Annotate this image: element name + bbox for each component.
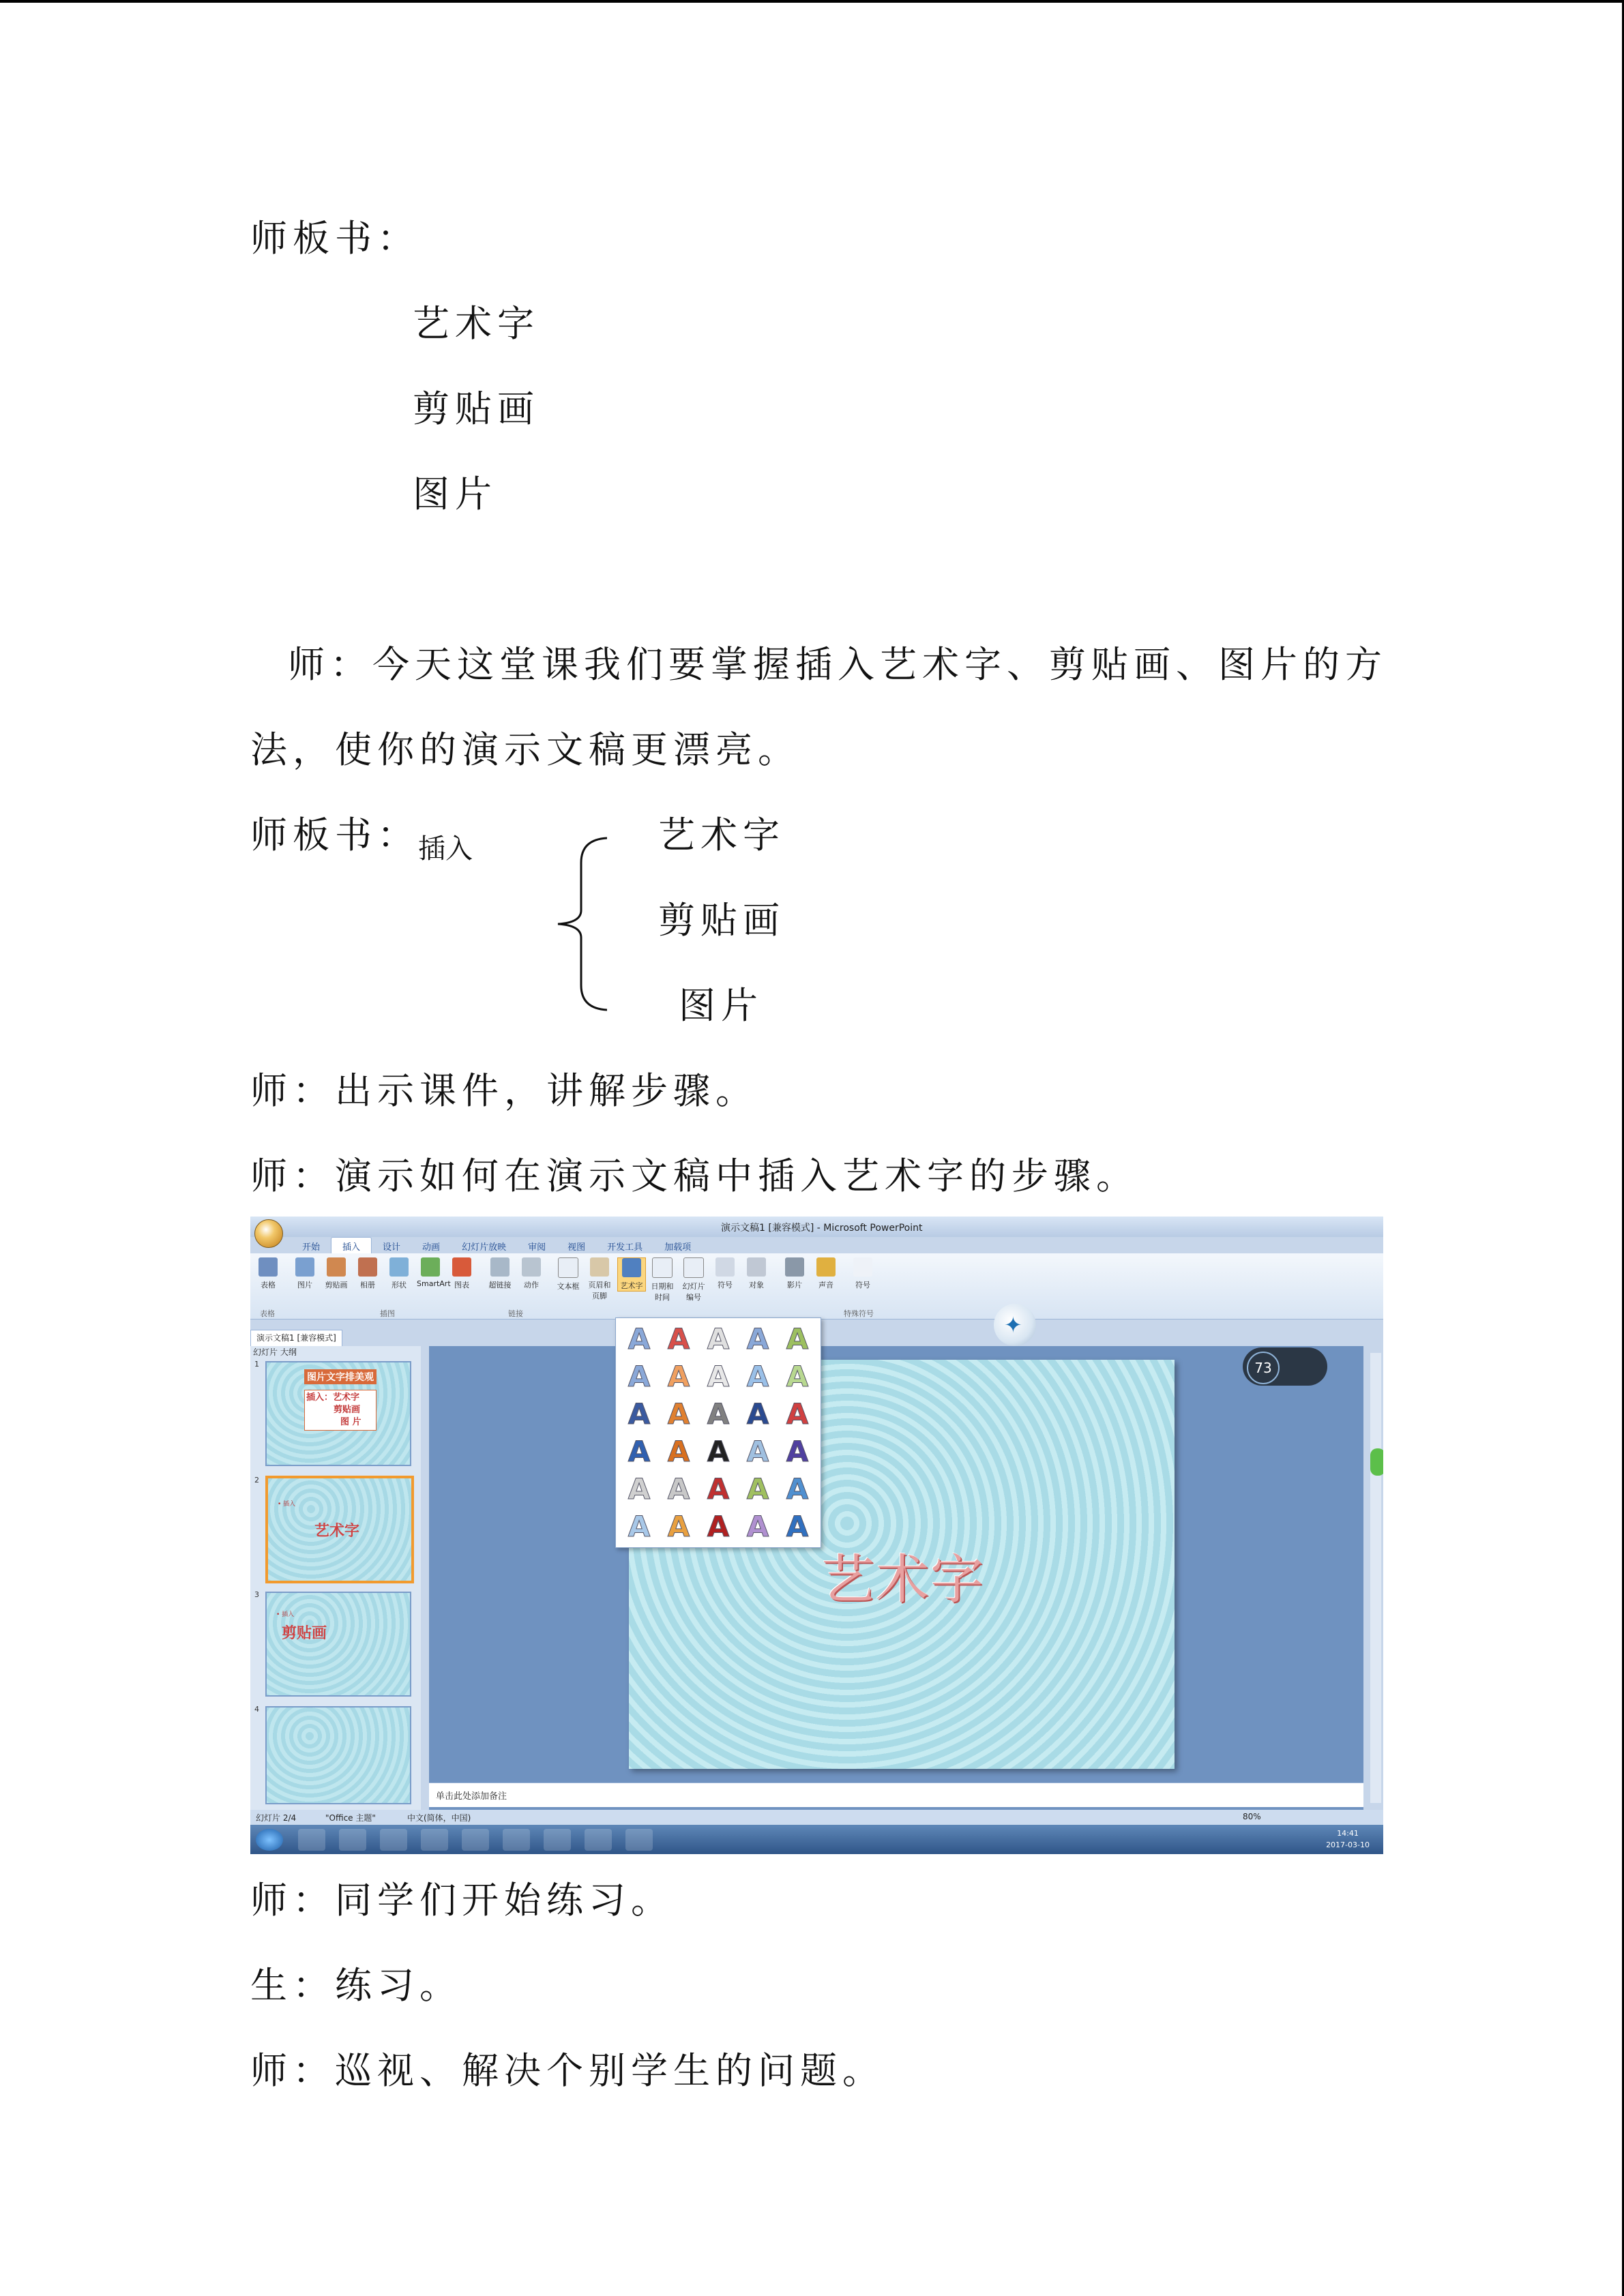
curly-brace <box>552 835 607 1013</box>
slide-number-2: 2 <box>254 1476 259 1485</box>
board-heading-1: 师板书： <box>250 217 419 260</box>
speed-value: 73 <box>1247 1352 1280 1384</box>
tab-view[interactable]: 视图 <box>567 1242 586 1253</box>
picture-button[interactable]: 图片 <box>291 1257 319 1290</box>
wordart-style-15[interactable]: A <box>786 1397 809 1431</box>
taskbar-app-2[interactable] <box>503 1829 530 1851</box>
wordart-style-1[interactable]: A <box>628 1322 651 1356</box>
ribbon <box>250 1253 1383 1320</box>
taskbar-explorer[interactable] <box>339 1829 366 1851</box>
slide-number-icon <box>683 1257 704 1278</box>
chart-icon <box>452 1257 471 1277</box>
wordart-style-23[interactable]: A <box>707 1472 730 1506</box>
taskbar <box>250 1825 1383 1854</box>
patrol-line: 师：巡视、解决个别学生的问题。 <box>250 2049 885 2092</box>
wordart-style-5[interactable]: A <box>786 1322 809 1356</box>
practice-line: 师：同学们开始练习。 <box>250 1879 673 1922</box>
header-footer-button[interactable]: 页眉和页脚 <box>586 1257 613 1301</box>
thumb1-body: 插入：艺术字 剪贴画 图 片 <box>304 1390 377 1431</box>
sound-button[interactable]: 声音 <box>812 1257 840 1290</box>
smartart-button[interactable]: SmartArt <box>417 1257 444 1288</box>
wordart-style-22[interactable]: A <box>667 1472 690 1506</box>
top-border <box>0 0 1624 3</box>
brace-item-pic: 图片 <box>679 984 763 1027</box>
status-bar <box>250 1810 1383 1825</box>
datetime-button[interactable]: 日期和时间 <box>649 1257 676 1302</box>
taskbar-powerpoint[interactable] <box>544 1829 571 1851</box>
object-button[interactable]: 对象 <box>743 1257 770 1290</box>
wordart-style-13[interactable]: A <box>707 1397 730 1431</box>
panel-tabs <box>253 1346 297 1358</box>
tab-home[interactable]: 开始 <box>302 1242 321 1253</box>
wordart-style-26[interactable]: A <box>628 1510 651 1543</box>
clipart-icon <box>327 1257 346 1277</box>
wordart-style-11[interactable]: A <box>628 1397 651 1431</box>
taskbar-app-1[interactable] <box>298 1829 325 1851</box>
table-icon <box>259 1257 278 1277</box>
notes-pane[interactable]: 单击此处添加备注 <box>429 1783 1363 1807</box>
speaker-icon <box>816 1257 836 1277</box>
tab-insert[interactable]: 插入 <box>331 1237 372 1255</box>
taskbar-pdf[interactable] <box>462 1829 489 1851</box>
wordart-style-30[interactable]: A <box>786 1510 809 1543</box>
group-special-symbols: 特殊符号 <box>844 1309 874 1318</box>
taskbar-browser[interactable] <box>380 1829 407 1851</box>
slide-thumbnail-4[interactable] <box>265 1706 411 1804</box>
wordart-style-25[interactable]: A <box>786 1472 809 1506</box>
smartart-icon <box>421 1257 440 1277</box>
bird-logo <box>994 1304 1036 1346</box>
wordart-style-21[interactable]: A <box>628 1472 651 1506</box>
start-button[interactable] <box>256 1829 283 1851</box>
tab-slides[interactable]: 幻灯片 <box>253 1347 278 1357</box>
taskbar-app-4[interactable] <box>625 1829 653 1851</box>
taskbar-app-3[interactable] <box>585 1829 612 1851</box>
textbox-button[interactable]: 文本框 <box>555 1257 582 1292</box>
dots-icon <box>853 1257 872 1277</box>
wordart-gallery <box>615 1317 821 1548</box>
clipart-button[interactable]: 剪贴画 <box>323 1257 350 1290</box>
picture-icon <box>295 1257 314 1277</box>
group-table: 表格 <box>260 1309 275 1318</box>
student-line: 生：练习。 <box>250 1964 462 2007</box>
shapes-icon <box>389 1257 409 1277</box>
header-footer-icon <box>590 1257 609 1277</box>
board-item-pic: 图片 <box>413 473 497 516</box>
wordart-style-20[interactable]: A <box>786 1435 809 1468</box>
board-item-clip: 剪贴画 <box>413 387 540 430</box>
action-icon <box>522 1257 541 1277</box>
wordart-style-12[interactable]: A <box>667 1397 690 1431</box>
slide-number-4: 4 <box>254 1705 259 1714</box>
bird-icon: ✦ <box>1004 1312 1022 1338</box>
brace-item-art: 艺术字 <box>658 814 785 856</box>
table-button[interactable]: 表格 <box>254 1257 282 1290</box>
theme-name: "Office 主题" <box>325 1813 376 1823</box>
tab-review[interactable]: 审阅 <box>528 1242 546 1253</box>
tab-slideshow[interactable]: 幻灯片放映 <box>462 1242 507 1253</box>
slide-thumbnail-3[interactable]: • 插入 剪贴画 <box>265 1592 411 1697</box>
hyperlink-icon <box>490 1257 510 1277</box>
album-icon <box>358 1257 377 1277</box>
tab-addins[interactable]: 加载项 <box>664 1242 692 1253</box>
side-widget-icon[interactable] <box>1370 1448 1383 1476</box>
tab-developer[interactable]: 开发工具 <box>607 1242 643 1253</box>
wordart-style-17[interactable]: A <box>667 1435 690 1468</box>
group-illustrations: 插图 <box>380 1309 395 1318</box>
wordart-style-24[interactable]: A <box>746 1472 769 1506</box>
movie-button[interactable]: 影片 <box>781 1257 808 1290</box>
symbol-button[interactable]: 符号 <box>711 1257 739 1290</box>
wordart-style-27[interactable]: A <box>667 1510 690 1543</box>
show-courseware-line: 师：出示课件，讲解步骤。 <box>250 1069 758 1112</box>
tab-design[interactable]: 设计 <box>383 1242 401 1253</box>
calendar-icon <box>652 1257 673 1278</box>
powerpoint-screenshot <box>250 1217 1383 1854</box>
wordart-style-9[interactable]: A <box>746 1360 769 1393</box>
thumb1-title: 图片文字排美观 <box>304 1369 377 1384</box>
wordart-style-14[interactable]: A <box>746 1397 769 1431</box>
omega-icon <box>715 1257 735 1277</box>
vertical-scrollbar[interactable] <box>1370 1353 1381 1803</box>
slide-thumbnail-1[interactable] <box>265 1361 411 1466</box>
network-speed-widget[interactable] <box>1243 1347 1327 1386</box>
wordart-style-2[interactable]: A <box>667 1322 690 1356</box>
ribbon-tabs <box>291 1237 702 1253</box>
wordart-style-4[interactable]: A <box>746 1322 769 1356</box>
wordart-text[interactable]: 艺术字 <box>821 1549 986 1611</box>
system-clock[interactable]: 14:41 2017-03-10 <box>1326 1829 1370 1849</box>
taskbar-chrome[interactable] <box>421 1829 448 1851</box>
object-icon <box>747 1257 766 1277</box>
zoom-level[interactable]: 80% <box>1243 1812 1261 1821</box>
document-tab[interactable]: 演示文稿1 [兼容模式] <box>250 1330 342 1349</box>
wordart-style-6[interactable]: A <box>628 1360 651 1393</box>
board-item-art: 艺术字 <box>413 302 540 345</box>
textbox-icon <box>558 1257 578 1278</box>
window-title: 演示文稿1 [兼容模式] - Microsoft PowerPoint <box>721 1223 923 1234</box>
teacher-line-2: 法，使你的演示文稿更漂亮。 <box>250 728 800 771</box>
slides-panel <box>250 1346 421 1810</box>
demo-line: 师：演示如何在演示文稿中插入艺术字的步骤。 <box>250 1154 1138 1197</box>
shapes-button[interactable]: 形状 <box>385 1257 413 1290</box>
wordart-style-29[interactable]: A <box>746 1510 769 1543</box>
slide-number-button[interactable]: 幻灯片编号 <box>680 1257 707 1302</box>
language: 中文(简体，中国) <box>407 1813 471 1823</box>
wordart-style-19[interactable]: A <box>746 1435 769 1468</box>
film-icon <box>785 1257 804 1277</box>
slide-number-1: 1 <box>254 1360 259 1369</box>
wordart-button[interactable]: 艺术字 <box>617 1257 646 1292</box>
insert-label: 插入 <box>418 833 473 865</box>
slide-thumbnail-2[interactable]: • 插入 艺术字 <box>265 1476 414 1583</box>
wordart-style-7[interactable]: A <box>667 1360 690 1393</box>
title-bar <box>250 1217 1383 1237</box>
hyperlink-button[interactable]: 超链接 <box>486 1257 514 1290</box>
slide-number-3: 3 <box>254 1590 259 1599</box>
teacher-line-1: 师：今天这堂课我们要掌握插入艺术字、剪贴画、图片的方 <box>288 643 1387 686</box>
office-button[interactable] <box>254 1219 283 1248</box>
board-heading-2: 师板书： <box>250 814 419 856</box>
special-symbol-button[interactable]: 符号 <box>849 1257 876 1290</box>
wordart-style-16[interactable]: A <box>628 1435 651 1468</box>
wordart-style-10[interactable]: A <box>786 1360 809 1393</box>
chart-button[interactable]: 图表 <box>448 1257 475 1290</box>
wordart-style-28[interactable]: A <box>707 1510 730 1543</box>
thumb3-label: 剪贴画 <box>282 1625 327 1642</box>
group-links: 链接 <box>508 1309 523 1318</box>
wordart-style-18[interactable]: A <box>707 1435 730 1468</box>
tab-outline[interactable]: 大纲 <box>280 1347 297 1357</box>
wordart-style-3[interactable]: A <box>707 1322 730 1356</box>
slide-counter: 幻灯片 2/4 <box>256 1813 297 1823</box>
tab-animation[interactable]: 动画 <box>422 1242 441 1253</box>
thumb2-label: 艺术字 <box>314 1523 360 1540</box>
wordart-style-8[interactable]: A <box>707 1360 730 1393</box>
brace-item-clip: 剪贴画 <box>658 899 785 942</box>
album-button[interactable]: 相册 <box>354 1257 381 1290</box>
action-button[interactable]: 动作 <box>518 1257 545 1290</box>
wordart-icon <box>622 1258 641 1277</box>
